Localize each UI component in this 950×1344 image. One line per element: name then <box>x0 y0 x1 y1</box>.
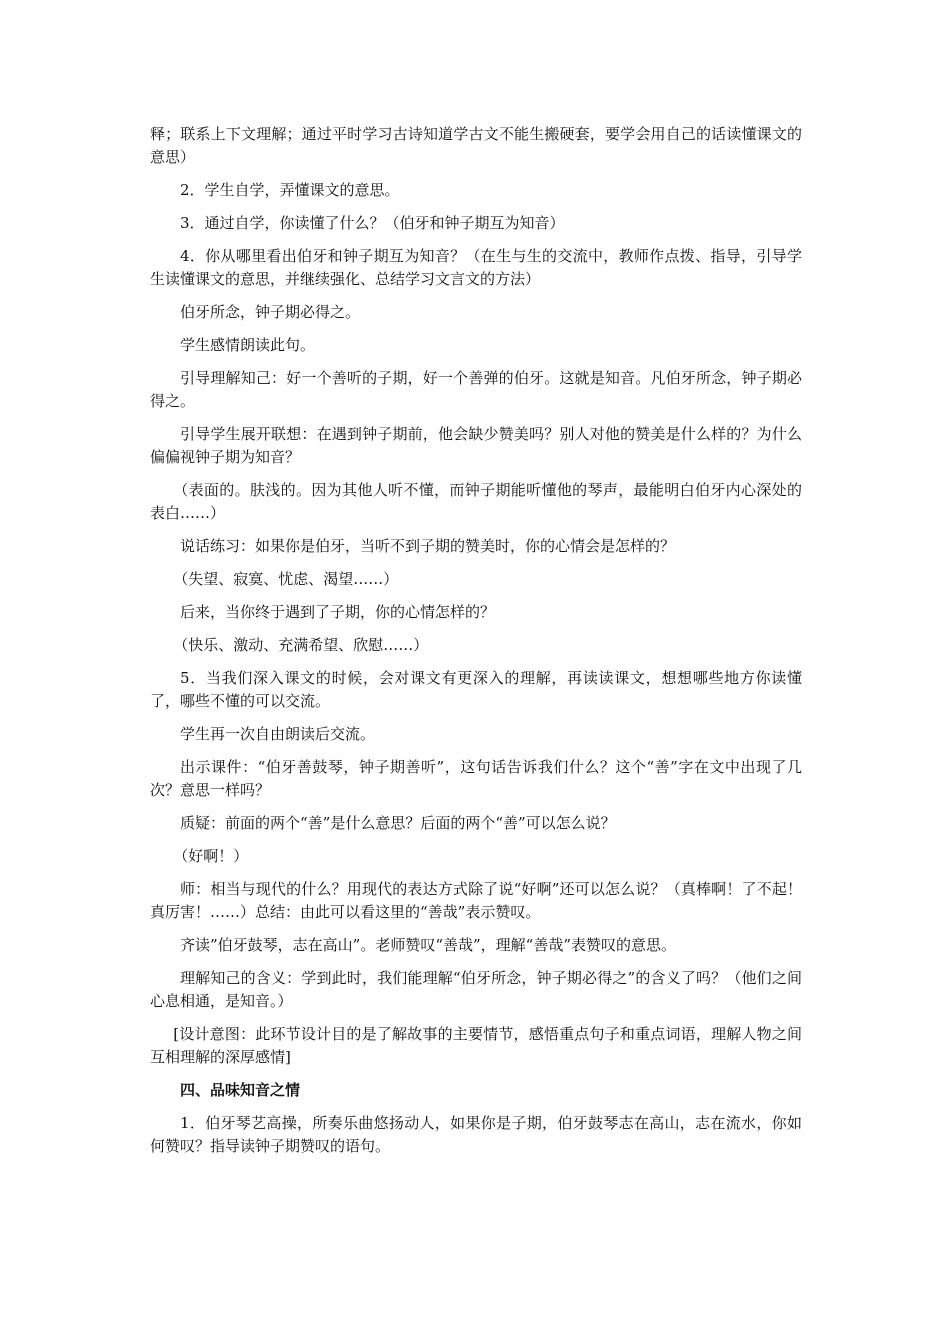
paragraph-section-4-step-1: 1．伯牙琴艺高操，所奏乐曲悠扬动人，如果你是子期，伯牙鼓琴志在高山，志在流水，你如何赞叹？指导读钟子期赞叹的语句。 <box>150 1114 802 1155</box>
paragraph-later: 后来，当你终于遇到了子期，你的心情怎样的？ <box>180 603 496 621</box>
paragraph-design-intent: [设计意图：此环节设计目的是了解故事的主要情节，感悟重点句子和重点词语，理解人物之间互相理解的深厚感情] <box>150 1025 802 1066</box>
paragraph-courseware: 出示课件：“伯牙善鼓琴，钟子期善听”，这句话告诉我们什么？这个“善”字在文中出现了几次？意思一样吗？ <box>150 758 802 799</box>
paragraph-answer-surface: （表面的。肤浅的。因为其他人听不懂，而钟子期能听懂他的琴声，最能明白伯牙内心深处的表白……） <box>150 481 802 522</box>
paragraph-speaking-practice: 说话练习：如果你是伯牙，当听不到子期的赞美时，你的心情会是怎样的？ <box>180 537 676 555</box>
paragraph-step-4: 4．你从哪里看出伯牙和钟子期互为知音？（在生与生的交流中，教师作点拨、指导，引导学生读懂课文的意思，并继续强化、总结学习文言文的方法） <box>150 247 802 288</box>
paragraph-understand-meaning: 理解知己的含义：学到此时，我们能理解“伯牙所念，钟子期必得之”的含义了吗？（他们之间心息相通，是知音。） <box>150 969 802 1010</box>
section-heading: 四、品味知音之情 <box>180 1081 301 1099</box>
paragraph-continuation: 释；联系上下文理解；通过平时学习古诗知道学古文不能生搬硬套，要学会用自己的话读懂课文的意思） <box>150 125 802 166</box>
paragraph-guide-understanding: 引导理解知己：好一个善听的子期，好一个善弹的伯牙。这就是知音。凡伯牙所念，钟子期必得之。 <box>150 369 802 410</box>
paragraph-read-aloud: 学生感情朗读此句。 <box>180 336 316 354</box>
paragraph-quote: 伯牙所念，钟子期必得之。 <box>180 303 361 321</box>
paragraph-step-2: 2．学生自学，弄懂课文的意思。 <box>180 181 400 199</box>
paragraph-read-together: 齐读”伯牙鼓琴，志在高山”。老师赞叹“善哉”，理解“善哉”表赞叹的意思。 <box>180 936 677 954</box>
paragraph-answer-feelings-1: （失望、寂寞、忧虑、渴望……） <box>173 570 399 588</box>
paragraph-step-3: 3．通过自学，你读懂了什么？（伯牙和钟子期互为知音） <box>180 214 565 232</box>
paragraph-guide-association: 引导学生展开联想：在遇到钟子期前，他会缺少赞美吗？别人对他的赞美是什么样的？为什么偏偏视钟子期为知音？ <box>150 425 802 466</box>
paragraph-free-reading: 学生再一次自由朗读后交流。 <box>180 725 376 743</box>
paragraph-step-5: 5．当我们深入课文的时候，会对课文有更深入的理解，再读读课文，想想哪些地方你读懂了，哪些不懂的可以交流。 <box>150 669 802 710</box>
paragraph-question: 质疑：前面的两个“善”是什么意思？后面的两个“善”可以怎么说？ <box>180 814 616 832</box>
document-page <box>150 123 802 1168</box>
paragraph-answer-feelings-2: （快乐、激动、充满希望、欣慰……） <box>173 636 429 654</box>
paragraph-answer-good: （好啊！） <box>173 847 249 865</box>
paragraph-teacher: 师：相当与现代的什么？用现代的表达方式除了说“好啊”还可以怎么说？（真棒啊！了不起！真厉害！……）总结：由此可以看这里的“善哉”表示赞叹。 <box>150 880 802 921</box>
